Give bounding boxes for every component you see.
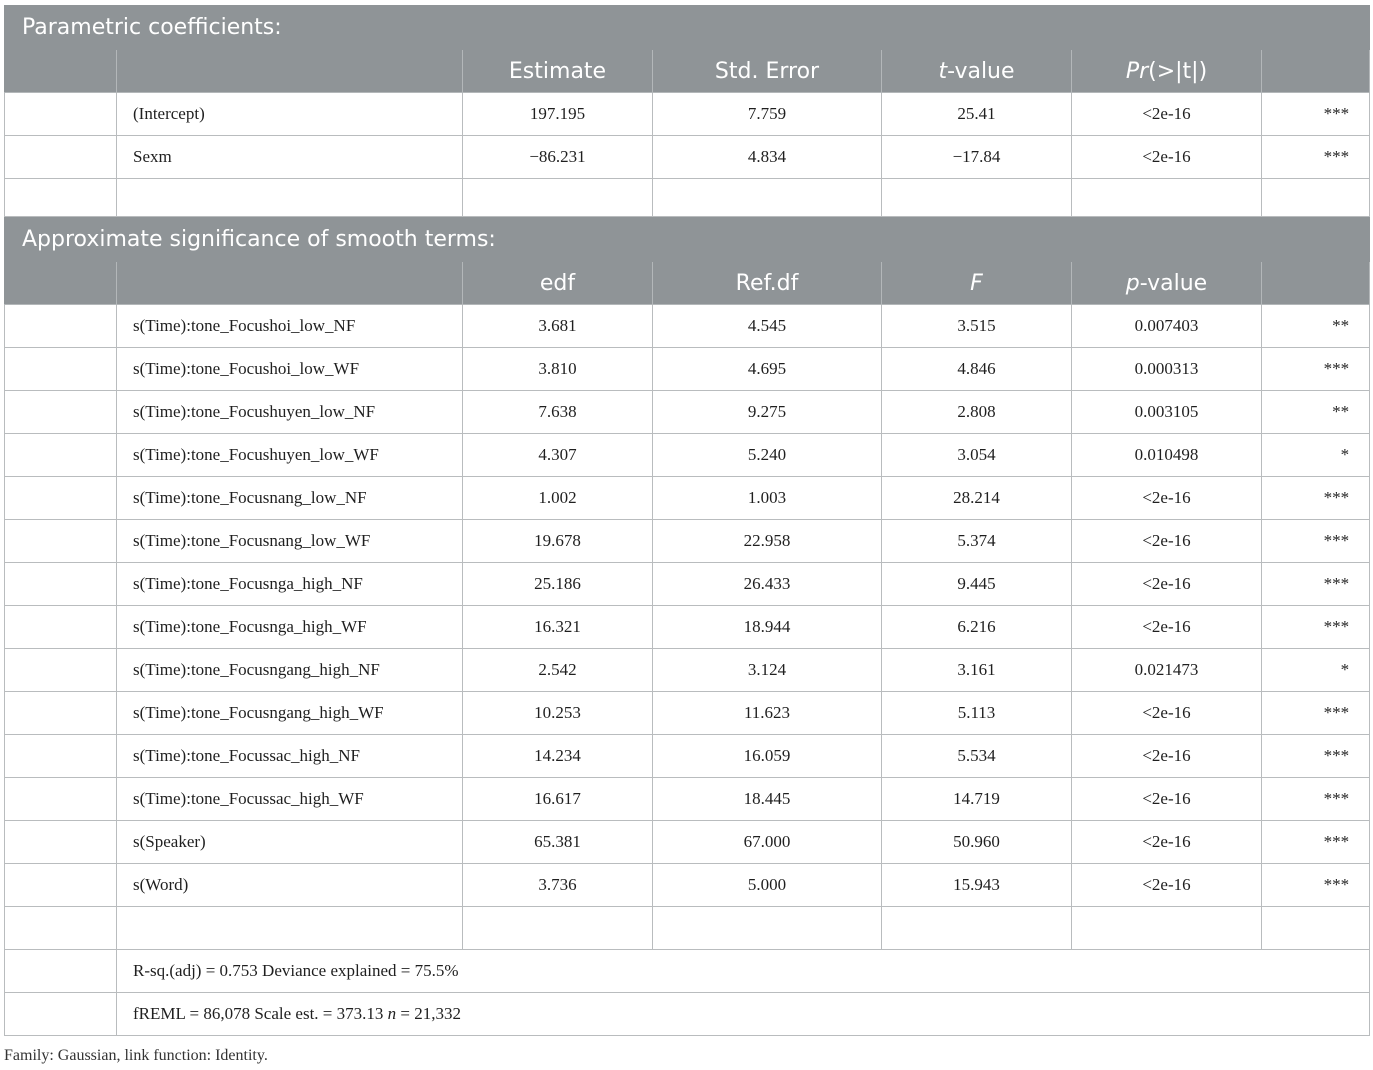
header-p-rest: -value [1139, 270, 1208, 296]
term-cell: (Intercept) [117, 93, 463, 136]
f-cell: 5.534 [882, 735, 1072, 778]
table-footnote: Family: Gaussian, link function: Identity. [4, 1047, 268, 1064]
significance-cell: * [1262, 649, 1370, 692]
row-blank-cell [5, 606, 117, 649]
f-cell: 6.216 [882, 606, 1072, 649]
significance-cell: *** [1262, 821, 1370, 864]
f-cell: 50.960 [882, 821, 1072, 864]
std-error-cell: 4.834 [653, 136, 882, 179]
table-row [5, 305, 1370, 348]
table-row [5, 348, 1370, 391]
n-value: = 21,332 [396, 1004, 461, 1023]
spacer-row [5, 907, 1370, 950]
edf-cell: 7.638 [463, 391, 653, 434]
fit-stats-row-freml [5, 993, 1370, 1036]
header-p-italic: p [1125, 270, 1140, 296]
significance-cell: ** [1262, 391, 1370, 434]
row-blank-cell [5, 477, 117, 520]
freml-text [117, 993, 1370, 1036]
row-blank-cell [5, 649, 117, 692]
f-cell: 3.054 [882, 434, 1072, 477]
p-value-cell: <2e-16 [1072, 136, 1262, 179]
edf-cell: 4.307 [463, 434, 653, 477]
p-value-cell: <2e-16 [1072, 563, 1262, 606]
term-cell: s(Time):tone_Focushoi_low_WF [117, 348, 463, 391]
table-row [5, 778, 1370, 821]
header-sig-blank [1262, 262, 1370, 305]
row-blank-cell [5, 391, 117, 434]
header-blank [5, 50, 117, 93]
table-row [5, 692, 1370, 735]
f-cell: 14.719 [882, 778, 1072, 821]
term-cell: s(Speaker) [117, 821, 463, 864]
table-row [5, 606, 1370, 649]
header-std-error: Std. Error [653, 50, 882, 93]
header-p-value [1072, 262, 1262, 305]
significance-cell: *** [1262, 563, 1370, 606]
f-cell: 3.161 [882, 649, 1072, 692]
table-row [5, 649, 1370, 692]
estimate-cell: −86.231 [463, 136, 653, 179]
ref-df-cell: 1.003 [653, 477, 882, 520]
model-summary-table-container [4, 5, 1369, 1036]
p-value-cell: 0.021473 [1072, 649, 1262, 692]
ref-df-cell: 18.445 [653, 778, 882, 821]
ref-df-cell: 5.000 [653, 864, 882, 907]
parametric-rows [5, 93, 1370, 179]
row-blank-cell [5, 563, 117, 606]
edf-cell: 19.678 [463, 520, 653, 563]
header-t-rest: -value [947, 58, 1015, 84]
table-row [5, 735, 1370, 778]
term-cell: s(Time):tone_Focusnang_low_NF [117, 477, 463, 520]
edf-cell: 3.736 [463, 864, 653, 907]
p-value-cell: 0.003105 [1072, 391, 1262, 434]
header-edf: edf [463, 262, 653, 305]
significance-cell: *** [1262, 477, 1370, 520]
table-row [5, 477, 1370, 520]
p-value-cell: <2e-16 [1072, 821, 1262, 864]
table-row [5, 93, 1370, 136]
edf-cell: 65.381 [463, 821, 653, 864]
ref-df-cell: 11.623 [653, 692, 882, 735]
ref-df-cell: 4.545 [653, 305, 882, 348]
p-value-cell: <2e-16 [1072, 778, 1262, 821]
table-row [5, 864, 1370, 907]
edf-cell: 3.810 [463, 348, 653, 391]
header-t-value [882, 50, 1072, 93]
p-value-cell: 0.010498 [1072, 434, 1262, 477]
n-symbol: n [387, 1004, 397, 1023]
term-cell: s(Word) [117, 864, 463, 907]
row-blank-cell [5, 520, 117, 563]
term-cell: s(Time):tone_Focusngang_high_NF [117, 649, 463, 692]
significance-cell: *** [1262, 93, 1370, 136]
ref-df-cell: 26.433 [653, 563, 882, 606]
term-cell: s(Time):tone_Focusngang_high_WF [117, 692, 463, 735]
significance-cell: *** [1262, 136, 1370, 179]
header-estimate: Estimate [463, 50, 653, 93]
smooth-section-title: Approximate significance of smooth terms: [5, 217, 1370, 262]
r-squared-text: R-sq.(adj) = 0.753 Deviance explained = 75.5% [117, 950, 1370, 993]
f-cell: 5.113 [882, 692, 1072, 735]
significance-cell: ** [1262, 305, 1370, 348]
t-value-cell: −17.84 [882, 136, 1072, 179]
header-t-italic: t [938, 58, 948, 84]
f-cell: 5.374 [882, 520, 1072, 563]
header-sig-blank [1262, 50, 1370, 93]
header-pr-rest: (>|t|) [1148, 58, 1208, 84]
f-cell: 3.515 [882, 305, 1072, 348]
header-term-blank [117, 50, 463, 93]
term-cell: s(Time):tone_Focusnga_high_NF [117, 563, 463, 606]
row-blank-cell [5, 305, 117, 348]
p-value-cell: <2e-16 [1072, 477, 1262, 520]
ref-df-cell: 5.240 [653, 434, 882, 477]
f-cell: 2.808 [882, 391, 1072, 434]
p-value-cell: <2e-16 [1072, 735, 1262, 778]
edf-cell: 3.681 [463, 305, 653, 348]
parametric-section-header [5, 6, 1370, 50]
header-f [882, 262, 1072, 305]
header-term-blank [117, 262, 463, 305]
ref-df-cell: 67.000 [653, 821, 882, 864]
std-error-cell: 7.759 [653, 93, 882, 136]
edf-cell: 16.617 [463, 778, 653, 821]
term-cell: s(Time):tone_Focushuyen_low_NF [117, 391, 463, 434]
f-cell: 4.846 [882, 348, 1072, 391]
significance-cell: * [1262, 434, 1370, 477]
ref-df-cell: 4.695 [653, 348, 882, 391]
row-blank-cell [5, 93, 117, 136]
smooth-column-header-row [5, 262, 1370, 305]
term-cell: s(Time):tone_Focusnang_low_WF [117, 520, 463, 563]
header-ref-df: Ref.df [653, 262, 882, 305]
table-row [5, 391, 1370, 434]
p-value-cell: <2e-16 [1072, 606, 1262, 649]
ref-df-cell: 16.059 [653, 735, 882, 778]
edf-cell: 1.002 [463, 477, 653, 520]
p-value-cell: 0.000313 [1072, 348, 1262, 391]
row-blank-cell [5, 692, 117, 735]
f-cell: 15.943 [882, 864, 1072, 907]
edf-cell: 14.234 [463, 735, 653, 778]
edf-cell: 25.186 [463, 563, 653, 606]
p-value-cell: 0.007403 [1072, 305, 1262, 348]
spacer-row [5, 179, 1370, 217]
estimate-cell: 197.195 [463, 93, 653, 136]
model-summary-table [4, 5, 1370, 1036]
p-value-cell: <2e-16 [1072, 864, 1262, 907]
significance-cell: *** [1262, 735, 1370, 778]
table-row [5, 520, 1370, 563]
significance-cell: *** [1262, 692, 1370, 735]
parametric-section-title: Parametric coefficients: [5, 6, 1370, 50]
term-cell: s(Time):tone_Focusnga_high_WF [117, 606, 463, 649]
term-cell: s(Time):tone_Focushuyen_low_WF [117, 434, 463, 477]
row-blank-cell [5, 348, 117, 391]
row-blank-cell [5, 735, 117, 778]
freml-value: fREML = 86,078 Scale est. = 373.13 [133, 1004, 388, 1023]
p-value-cell: <2e-16 [1072, 93, 1262, 136]
header-pr [1072, 50, 1262, 93]
header-blank [5, 262, 117, 305]
term-cell: s(Time):tone_Focussac_high_WF [117, 778, 463, 821]
row-blank-cell [5, 136, 117, 179]
row-blank-cell [5, 778, 117, 821]
ref-df-cell: 3.124 [653, 649, 882, 692]
ref-df-cell: 18.944 [653, 606, 882, 649]
term-cell: s(Time):tone_Focussac_high_NF [117, 735, 463, 778]
significance-cell: *** [1262, 864, 1370, 907]
edf-cell: 10.253 [463, 692, 653, 735]
significance-cell: *** [1262, 348, 1370, 391]
edf-cell: 16.321 [463, 606, 653, 649]
f-cell: 9.445 [882, 563, 1072, 606]
table-row [5, 434, 1370, 477]
f-cell: 28.214 [882, 477, 1072, 520]
term-cell: Sexm [117, 136, 463, 179]
row-blank-cell [5, 821, 117, 864]
ref-df-cell: 22.958 [653, 520, 882, 563]
table-row [5, 821, 1370, 864]
significance-cell: *** [1262, 778, 1370, 821]
table-row [5, 563, 1370, 606]
header-f-italic: F [970, 270, 983, 296]
t-value-cell: 25.41 [882, 93, 1072, 136]
row-blank-cell [5, 434, 117, 477]
significance-cell: *** [1262, 520, 1370, 563]
term-cell: s(Time):tone_Focushoi_low_NF [117, 305, 463, 348]
ref-df-cell: 9.275 [653, 391, 882, 434]
row-blank-cell [5, 864, 117, 907]
p-value-cell: <2e-16 [1072, 692, 1262, 735]
fit-stats-row-rsq [5, 950, 1370, 993]
smooth-section-header [5, 217, 1370, 262]
parametric-column-header-row [5, 50, 1370, 93]
significance-cell: *** [1262, 606, 1370, 649]
header-pr-italic: Pr [1125, 58, 1149, 84]
smooth-rows [5, 305, 1370, 907]
edf-cell: 2.542 [463, 649, 653, 692]
table-row [5, 136, 1370, 179]
p-value-cell: <2e-16 [1072, 520, 1262, 563]
